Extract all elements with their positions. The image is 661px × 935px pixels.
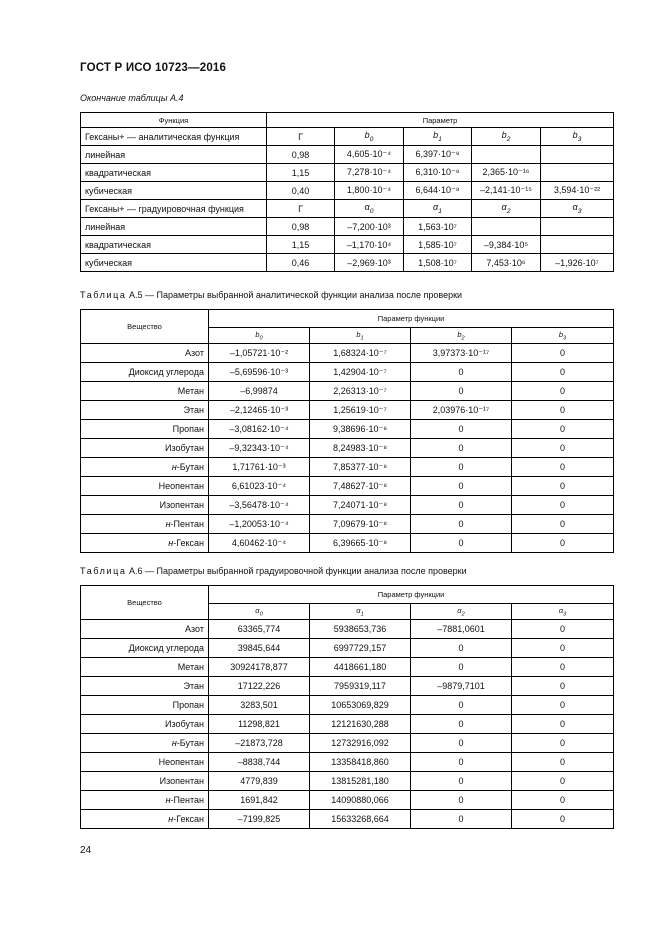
value-cell: 0 bbox=[411, 715, 512, 734]
value-cell: 17122,226 bbox=[209, 677, 310, 696]
value-cell: –6,99874 bbox=[209, 382, 310, 401]
value-cell: 3,97373·10⁻¹⁷ bbox=[411, 344, 512, 363]
value-cell: 5938653,736 bbox=[310, 620, 411, 639]
value-cell: 2,26313·10⁻⁷ bbox=[310, 382, 411, 401]
symbol-cell: $\alpha_1$ bbox=[404, 200, 472, 218]
symbol-cell: Г bbox=[267, 200, 335, 218]
value-cell: 14090880,066 bbox=[310, 791, 411, 810]
table-row bbox=[81, 515, 614, 534]
value-cell: 0,40 bbox=[267, 182, 335, 200]
value-cell: 10653069,829 bbox=[310, 696, 411, 715]
value-cell: 15633268,664 bbox=[310, 810, 411, 829]
table-row bbox=[81, 696, 614, 715]
column-header-parameter: Параметр bbox=[267, 113, 614, 128]
value-cell: 0 bbox=[512, 715, 614, 734]
value-cell: –8838,744 bbox=[209, 753, 310, 772]
table-row bbox=[81, 344, 614, 363]
table-row bbox=[81, 382, 614, 401]
value-cell: 1,585·10⁷ bbox=[404, 236, 472, 254]
column-header-substance: Вещество bbox=[81, 310, 209, 344]
value-cell: 0 bbox=[512, 677, 614, 696]
row-label: кубическая bbox=[81, 254, 267, 272]
symbol-cell: $b_1$ bbox=[404, 128, 472, 146]
param-header: $\alpha_1$ bbox=[310, 604, 411, 620]
value-cell bbox=[472, 218, 541, 236]
caption-text: А.5 — Параметры выбранной аналитической функции анализа после проверки bbox=[129, 290, 463, 300]
symbol-cell: $\alpha_3$ bbox=[541, 200, 614, 218]
caption-text: А.6 — Параметры выбранной градуировочной функции анализа после проверки bbox=[129, 566, 467, 576]
table-a5 bbox=[80, 309, 614, 553]
table-a5-caption bbox=[80, 290, 462, 300]
table-a5-body bbox=[81, 344, 614, 553]
value-cell: 0 bbox=[411, 734, 512, 753]
value-cell: 0 bbox=[411, 458, 512, 477]
row-label: квадратическая bbox=[81, 164, 267, 182]
param-header: $\alpha_3$ bbox=[512, 604, 614, 620]
substance-cell: Метан bbox=[81, 658, 209, 677]
value-cell: 0 bbox=[512, 496, 614, 515]
value-cell: 0 bbox=[411, 810, 512, 829]
value-cell: 0,98 bbox=[267, 218, 335, 236]
table-row bbox=[81, 477, 614, 496]
value-cell: –1,20053·10⁻⁴ bbox=[209, 515, 310, 534]
substance-cell: Изопентан bbox=[81, 496, 209, 515]
value-cell bbox=[472, 146, 541, 164]
value-cell: –7881,0601 bbox=[411, 620, 512, 639]
substance-cell: н-Пентан bbox=[81, 791, 209, 810]
value-cell: –5,69596·10⁻³ bbox=[209, 363, 310, 382]
value-cell: 0,46 bbox=[267, 254, 335, 272]
substance-cell: Этан bbox=[81, 401, 209, 420]
substance-cell: Диоксид углерода bbox=[81, 363, 209, 382]
table-row bbox=[81, 401, 614, 420]
substance-cell: Пропан bbox=[81, 420, 209, 439]
table-a6-header bbox=[81, 586, 614, 604]
table-row bbox=[81, 420, 614, 439]
value-cell: 4418661,180 bbox=[310, 658, 411, 677]
column-header-function: Функция bbox=[81, 113, 267, 128]
value-cell bbox=[541, 146, 614, 164]
table-row bbox=[81, 734, 614, 753]
value-cell: 6,61023·10⁻⁴ bbox=[209, 477, 310, 496]
value-cell: –9,384·10⁵ bbox=[472, 236, 541, 254]
table-a6 bbox=[80, 585, 614, 829]
column-header-params: Параметр функции bbox=[209, 586, 614, 604]
value-cell: 0 bbox=[411, 515, 512, 534]
value-cell: 4779,839 bbox=[209, 772, 310, 791]
table-row bbox=[81, 458, 614, 477]
value-cell: 0 bbox=[411, 477, 512, 496]
symbol-cell: Г bbox=[267, 128, 335, 146]
table-row bbox=[81, 658, 614, 677]
symbol-cell: $b_2$ bbox=[472, 128, 541, 146]
value-cell bbox=[541, 236, 614, 254]
value-cell: –3,08162·10⁻⁴ bbox=[209, 420, 310, 439]
row-label: квадратическая bbox=[81, 236, 267, 254]
param-header: $b_1$ bbox=[310, 328, 411, 344]
table-row bbox=[81, 164, 614, 182]
substance-cell: Изобутан bbox=[81, 715, 209, 734]
table-a4-section-calibration bbox=[81, 200, 614, 218]
value-cell: 12732916,092 bbox=[310, 734, 411, 753]
value-cell: –9,32343·10⁻⁴ bbox=[209, 439, 310, 458]
document-title: ГОСТ Р ИСО 10723—2016 bbox=[80, 62, 227, 74]
value-cell: 8,24983·10⁻⁸ bbox=[310, 439, 411, 458]
value-cell: 6997729,157 bbox=[310, 639, 411, 658]
value-cell: 0 bbox=[512, 620, 614, 639]
value-cell: 0 bbox=[512, 382, 614, 401]
substance-cell: н-Пентан bbox=[81, 515, 209, 534]
table-row bbox=[81, 715, 614, 734]
table-a4 bbox=[80, 112, 614, 272]
value-cell: 4,605·10⁻⁴ bbox=[335, 146, 404, 164]
value-cell: 1,508·10⁷ bbox=[404, 254, 472, 272]
value-cell: 30924178,877 bbox=[209, 658, 310, 677]
substance-cell: н-Гексан bbox=[81, 810, 209, 829]
value-cell: 0 bbox=[411, 382, 512, 401]
value-cell: –1,170·10⁴ bbox=[335, 236, 404, 254]
table-row bbox=[81, 496, 614, 515]
substance-cell: Изопентан bbox=[81, 772, 209, 791]
value-cell: 1,800·10⁻⁴ bbox=[335, 182, 404, 200]
table-row bbox=[81, 146, 614, 164]
table-row bbox=[81, 810, 614, 829]
value-cell: 0 bbox=[411, 791, 512, 810]
value-cell: 0 bbox=[512, 734, 614, 753]
substance-cell: Этан bbox=[81, 677, 209, 696]
table-a4-header bbox=[81, 113, 614, 128]
value-cell: 0 bbox=[512, 639, 614, 658]
substance-cell: Изобутан bbox=[81, 439, 209, 458]
substance-cell: Азот bbox=[81, 344, 209, 363]
value-cell: –2,12465·10⁻³ bbox=[209, 401, 310, 420]
substance-cell: Неопентан bbox=[81, 477, 209, 496]
table-row bbox=[81, 772, 614, 791]
value-cell: 0 bbox=[512, 534, 614, 553]
substance-cell: н-Бутан bbox=[81, 734, 209, 753]
value-cell: 11298,821 bbox=[209, 715, 310, 734]
substance-cell: Метан bbox=[81, 382, 209, 401]
value-cell: 63365,774 bbox=[209, 620, 310, 639]
value-cell bbox=[541, 218, 614, 236]
value-cell: 9,38696·10⁻⁸ bbox=[310, 420, 411, 439]
value-cell: –2,141·10⁻¹⁵ bbox=[472, 182, 541, 200]
value-cell: –21873,728 bbox=[209, 734, 310, 753]
value-cell: 0 bbox=[411, 696, 512, 715]
column-header-params: Параметр функции bbox=[209, 310, 614, 328]
value-cell: –9879,7101 bbox=[411, 677, 512, 696]
value-cell: 2,365·10⁻¹⁶ bbox=[472, 164, 541, 182]
value-cell: 1,563·10⁷ bbox=[404, 218, 472, 236]
table-row bbox=[81, 218, 614, 236]
value-cell: 0 bbox=[512, 515, 614, 534]
param-header: $\alpha_2$ bbox=[411, 604, 512, 620]
value-cell: 7,48627·10⁻⁸ bbox=[310, 477, 411, 496]
value-cell: 0 bbox=[411, 534, 512, 553]
value-cell: 1,68324·10⁻⁷ bbox=[310, 344, 411, 363]
value-cell: 1,71761·10⁻³ bbox=[209, 458, 310, 477]
table-row bbox=[81, 534, 614, 553]
row-label: линейная bbox=[81, 146, 267, 164]
value-cell: 0 bbox=[512, 477, 614, 496]
value-cell: 7,85377·10⁻⁸ bbox=[310, 458, 411, 477]
value-cell: 0 bbox=[512, 363, 614, 382]
param-header: $b_2$ bbox=[411, 328, 512, 344]
value-cell: 0 bbox=[411, 639, 512, 658]
value-cell: 0 bbox=[512, 696, 614, 715]
value-cell: –2,969·10³ bbox=[335, 254, 404, 272]
value-cell: 0 bbox=[411, 496, 512, 515]
value-cell: 0 bbox=[512, 810, 614, 829]
value-cell: 0 bbox=[512, 420, 614, 439]
caption-label: Таблица bbox=[80, 290, 127, 300]
symbol-cell: $\alpha_0$ bbox=[335, 200, 404, 218]
table-row bbox=[81, 182, 614, 200]
value-cell: 0 bbox=[512, 344, 614, 363]
table-row bbox=[81, 753, 614, 772]
value-cell: 1,15 bbox=[267, 236, 335, 254]
value-cell: 1691,842 bbox=[209, 791, 310, 810]
table-row bbox=[81, 236, 614, 254]
value-cell: 7959319,117 bbox=[310, 677, 411, 696]
value-cell: 12121630,288 bbox=[310, 715, 411, 734]
value-cell: 6,644·10⁻⁸ bbox=[404, 182, 472, 200]
value-cell: 1,15 bbox=[267, 164, 335, 182]
value-cell: 7,453·10⁶ bbox=[472, 254, 541, 272]
page-number: 24 bbox=[80, 845, 92, 856]
table-a6-body bbox=[81, 620, 614, 829]
symbol-cell: $b_0$ bbox=[335, 128, 404, 146]
value-cell: 7,24071·10⁻⁸ bbox=[310, 496, 411, 515]
param-header: $\alpha_0$ bbox=[209, 604, 310, 620]
value-cell: 0 bbox=[411, 420, 512, 439]
table-a6-caption bbox=[80, 566, 467, 576]
value-cell: –1,05721·10⁻² bbox=[209, 344, 310, 363]
value-cell: 0 bbox=[512, 458, 614, 477]
caption-label: Таблица bbox=[80, 566, 127, 576]
value-cell: 0 bbox=[512, 791, 614, 810]
symbol-cell: $b_3$ bbox=[541, 128, 614, 146]
row-label: кубическая bbox=[81, 182, 267, 200]
table-row bbox=[81, 677, 614, 696]
section-label: Гексаны+ — градуировочная функция bbox=[81, 200, 267, 218]
value-cell: 6,310·10⁻⁸ bbox=[404, 164, 472, 182]
value-cell: 39845,644 bbox=[209, 639, 310, 658]
substance-cell: Диоксид углерода bbox=[81, 639, 209, 658]
value-cell: 1,42904·10⁻⁷ bbox=[310, 363, 411, 382]
value-cell: 13815281,180 bbox=[310, 772, 411, 791]
table-a4-section-analytic bbox=[81, 128, 614, 146]
table-row bbox=[81, 254, 614, 272]
table-row bbox=[81, 439, 614, 458]
value-cell bbox=[541, 164, 614, 182]
value-cell: 0 bbox=[512, 772, 614, 791]
value-cell: 0 bbox=[411, 753, 512, 772]
table-row bbox=[81, 620, 614, 639]
value-cell: 0 bbox=[512, 401, 614, 420]
substance-cell: Неопентан bbox=[81, 753, 209, 772]
value-cell: –3,56478·10⁻⁴ bbox=[209, 496, 310, 515]
param-header: $b_3$ bbox=[512, 328, 614, 344]
value-cell: 3,594·10⁻²² bbox=[541, 182, 614, 200]
value-cell: 7,09679·10⁻⁸ bbox=[310, 515, 411, 534]
substance-cell: Азот bbox=[81, 620, 209, 639]
value-cell: 2,03976·10⁻¹⁷ bbox=[411, 401, 512, 420]
value-cell: 0 bbox=[512, 439, 614, 458]
section-label: Гексаны+ — аналитическая функция bbox=[81, 128, 267, 146]
row-label: линейная bbox=[81, 218, 267, 236]
substance-cell: н-Гексан bbox=[81, 534, 209, 553]
value-cell: 6,397·10⁻⁸ bbox=[404, 146, 472, 164]
table-row bbox=[81, 363, 614, 382]
value-cell: 13358418,860 bbox=[310, 753, 411, 772]
value-cell: 7,278·10⁻⁴ bbox=[335, 164, 404, 182]
value-cell: 4,60462·10⁻⁴ bbox=[209, 534, 310, 553]
table-a5-header bbox=[81, 310, 614, 328]
value-cell: 0 bbox=[512, 753, 614, 772]
table-a4-caption: Окончание таблицы А.4 bbox=[80, 93, 184, 103]
value-cell: 0 bbox=[411, 772, 512, 791]
value-cell: 0 bbox=[512, 658, 614, 677]
table-row bbox=[81, 639, 614, 658]
table-row bbox=[81, 791, 614, 810]
substance-cell: н-Бутан bbox=[81, 458, 209, 477]
symbol-cell: $\alpha_2$ bbox=[472, 200, 541, 218]
value-cell: –7199,825 bbox=[209, 810, 310, 829]
value-cell: 0 bbox=[411, 363, 512, 382]
value-cell: 0 bbox=[411, 658, 512, 677]
substance-cell: Пропан bbox=[81, 696, 209, 715]
value-cell: –7,200·10³ bbox=[335, 218, 404, 236]
value-cell: –1,926·10⁷ bbox=[541, 254, 614, 272]
value-cell: 0,98 bbox=[267, 146, 335, 164]
column-header-substance: Вещество bbox=[81, 586, 209, 620]
value-cell: 3283,501 bbox=[209, 696, 310, 715]
param-header: $b_0$ bbox=[209, 328, 310, 344]
value-cell: 0 bbox=[411, 439, 512, 458]
value-cell: 1,25619·10⁻⁷ bbox=[310, 401, 411, 420]
value-cell: 6,39665·10⁻⁸ bbox=[310, 534, 411, 553]
